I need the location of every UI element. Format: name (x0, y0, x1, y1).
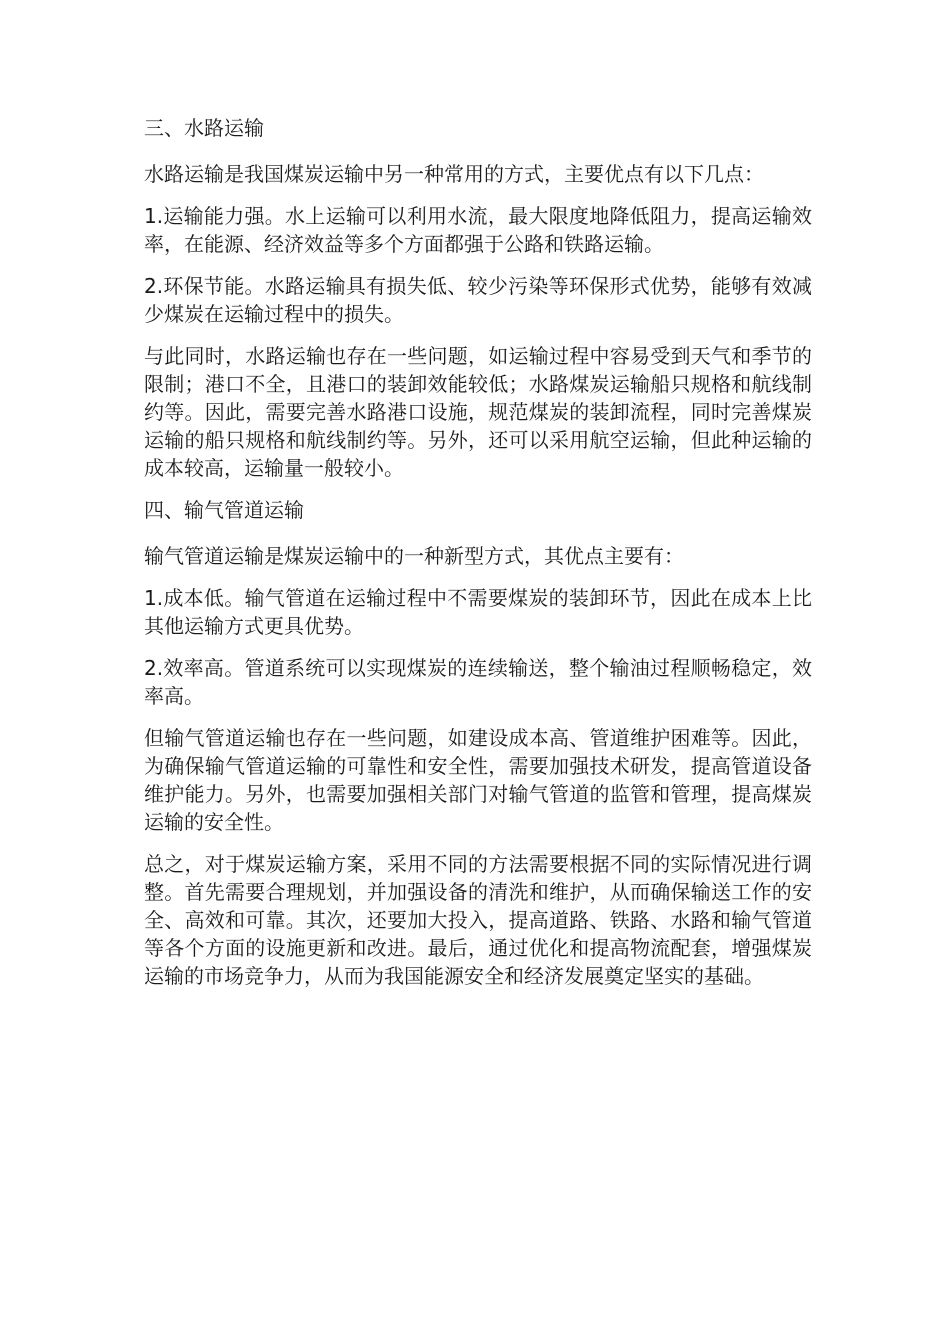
paragraph-pipeline-point-1: 1.成本低。输气管道在运输过程中不需要煤炭的装卸环节，因此在成本上比其他运输方式更具优势。 (144, 586, 812, 638)
paragraph-pipeline-issues: 但输气管道运输也存在一些问题，如建设成本高、管道维护困难等。因此，为确保输气管道运输的可靠性和安全性，需要加强技术研发，提高管道设备维护能力。另外，也需要加强相关部门对输气管道的监管和管理，提高煤炭运输的安全性。 (144, 726, 812, 834)
document-body (144, 114, 812, 1004)
paragraph-waterway-point-1: 1.运输能力强。水上运输可以利用水流，最大限度地降低阻力，提高运输效率，在能源、经济效益等多个方面都强于公路和铁路运输。 (144, 204, 812, 256)
paragraph-pipeline-point-2: 2.效率高。管道系统可以实现煤炭的连续输送，整个输油过程顺畅稳定，效率高。 (144, 656, 812, 708)
paragraph-pipeline-intro: 输气管道运输是煤炭运输中的一种新型方式，其优点主要有： (144, 544, 684, 568)
paragraph-waterway-intro: 水路运输是我国煤炭运输中另一种常用的方式，主要优点有以下几点： (144, 162, 764, 186)
paragraph-waterway-issues: 与此同时，水路运输也存在一些问题，如运输过程中容易受到天气和季节的限制；港口不全，且港口的装卸效能较低；水路煤炭运输船只规格和航线制约等。因此，需要完善水路港口设施，规范煤炭的装卸流程，同时完善煤炭运输的船只规格和航线制约等。另外，还可以采用航空运输，但此种运输的成本较高，运输量一般较小。 (144, 344, 812, 480)
paragraph-conclusion: 总之，对于煤炭运输方案，采用不同的方法需要根据不同的实际情况进行调整。首先需要合理规划，并加强设备的清洗和维护，从而确保输送工作的安全、高效和可靠。其次，还要加大投入，提高道路、铁路、水路和输气管道等各个方面的设施更新和改进。最后，通过优化和提高物流配套，增强煤炭运输的市场竞争力，从而为我国能源安全和经济发展奠定坚实的基础。 (144, 852, 812, 988)
section-heading-pipeline: 四、输气管道运输 (144, 498, 304, 522)
section-heading-waterway: 三、水路运输 (144, 116, 264, 140)
paragraph-waterway-point-2: 2.环保节能。水路运输具有损失低、较少污染等环保形式优势，能够有效减少煤炭在运输过程中的损失。 (144, 274, 812, 326)
